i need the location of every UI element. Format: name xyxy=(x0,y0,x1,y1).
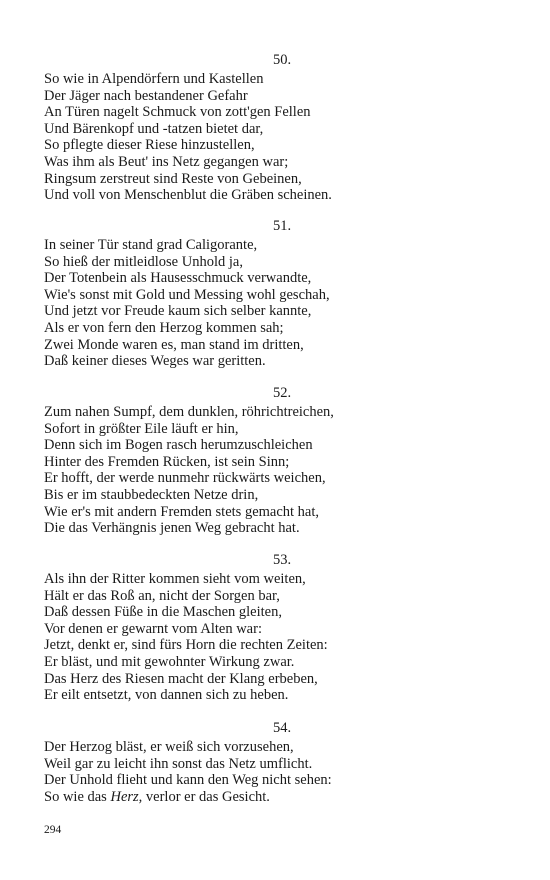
verse-line: Wie er's mit andern Fremden stets gemacht hat, xyxy=(44,503,320,520)
stanza-number: 52. xyxy=(272,385,292,401)
verse-line: Die das Verhängnis jenen Weg gebracht hat. xyxy=(44,520,300,537)
verse-line: So hieß der mitleidlose Unhold ja, xyxy=(44,253,243,270)
verse-line: Und jetzt vor Freude kaum sich selber kannte, xyxy=(44,303,312,320)
verse-line: Und voll von Menschenblut die Gräben scheinen. xyxy=(44,187,332,204)
verse-line: Als er von fern den Herzog kommen sah; xyxy=(44,319,284,336)
stanza-50 xyxy=(44,52,514,204)
stanza-number: 54. xyxy=(272,720,292,736)
verse-line: Das Herz des Riesen macht der Klang erbeben, xyxy=(44,670,318,687)
verse-line: Hält er das Roß an, nicht der Sorgen bar, xyxy=(44,587,280,604)
stanza-53 xyxy=(44,552,514,704)
stanza-52 xyxy=(44,385,514,537)
verse-line: Der Unhold flieht und kann den Weg nicht sehen: xyxy=(44,772,332,789)
stanza-number: 50. xyxy=(272,52,292,68)
verse-line: Daß keiner dieses Weges war geritten. xyxy=(44,353,266,370)
page-number: 294 xyxy=(44,824,62,836)
verse-line: Denn sich im Bogen rasch herumzuschleichen xyxy=(44,437,313,454)
verse-line: Daß dessen Füße in die Maschen gleiten, xyxy=(44,604,282,621)
verse-line: Jetzt, denkt er, sind fürs Horn die rechten Zeiten: xyxy=(44,637,328,654)
verse-italic-word: Herz, xyxy=(110,788,143,805)
verse-line: Der Herzog bläst, er weiß sich vorzusehen, xyxy=(44,739,294,755)
verse-line: Wie's sonst mit Gold und Messing wohl geschah, xyxy=(44,286,330,303)
verse-line: So pflegte dieser Riese hinzustellen, xyxy=(44,137,255,154)
stanza-54 xyxy=(44,720,514,805)
verse-line: Bis er im staubbedeckten Netze drin, xyxy=(44,486,259,503)
verse-line: Der Jäger nach bestandener Gefahr xyxy=(44,87,248,104)
verse-line: Was ihm als Beut' ins Netz gegangen war; xyxy=(44,153,289,170)
verse-line: Vor denen er gewarnt vom Alten war: xyxy=(44,620,262,637)
verse-line: Weil gar zu leicht ihn sonst das Netz umflicht. xyxy=(44,755,313,772)
verse-line: Er bläst, und mit gewohnter Wirkung zwar. xyxy=(44,653,295,670)
stanza-number: 53. xyxy=(272,552,292,568)
verse-line-last xyxy=(44,789,514,806)
verse-line: Als ihn der Ritter kommen sieht vom weiten, xyxy=(44,571,306,587)
verse-text: So wie das xyxy=(44,788,111,805)
verse-line: Der Totenbein als Hausesschmuck verwandte, xyxy=(44,270,312,287)
stanza-number: 51. xyxy=(272,218,292,234)
verse-text: verlor er das Gesicht. xyxy=(142,788,270,805)
verse-line: Er hofft, der werde nunmehr rückwärts weichen, xyxy=(44,470,326,487)
verse-line: An Türen nagelt Schmuck von zott'gen Fellen xyxy=(44,104,311,121)
verse-line: Zwei Monde waren es, man stand im dritten, xyxy=(44,336,304,353)
verse-line: Sofort in größter Eile läuft er hin, xyxy=(44,420,239,437)
verse-line: Hinter des Fremden Rücken, ist sein Sinn; xyxy=(44,453,290,470)
verse-line: In seiner Tür stand grad Caligorante, xyxy=(44,237,258,253)
verse-line: Und Bärenkopf und -tatzen bietet dar, xyxy=(44,120,264,137)
verse-line: Er eilt entsetzt, von dannen sich zu heben. xyxy=(44,687,289,704)
verse-line: So wie in Alpendörfern und Kastellen xyxy=(44,71,264,87)
stanza-51 xyxy=(44,218,514,370)
verse-line: Ringsum zerstreut sind Reste von Gebeinen, xyxy=(44,170,302,187)
verse-line: Zum nahen Sumpf, dem dunklen, röhrichtreichen, xyxy=(44,404,334,420)
